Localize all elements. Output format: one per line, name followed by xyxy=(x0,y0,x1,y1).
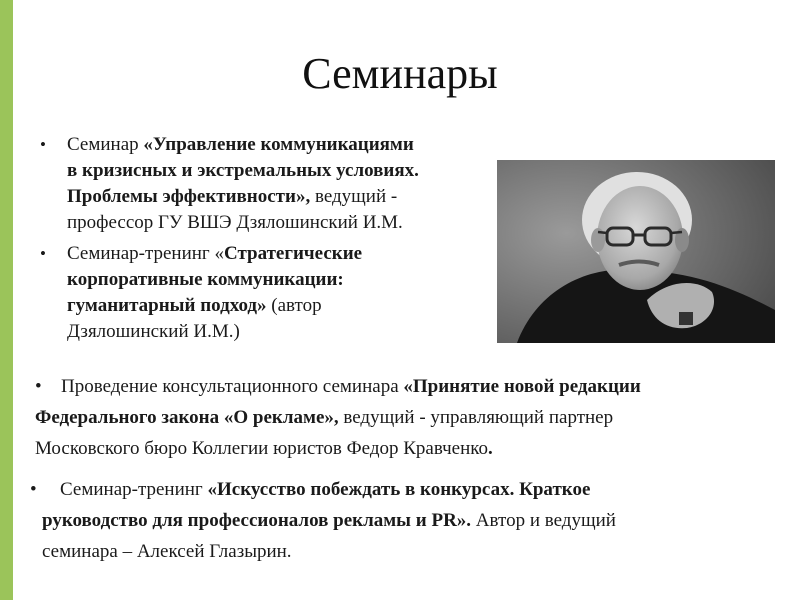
bullet-icon: • xyxy=(40,244,46,263)
seminar-list xyxy=(38,132,484,350)
seminar-3-title: «Принятие новой редакции xyxy=(403,376,641,397)
seminar-3-host: Московского бюро Коллегии юристов Федор Кравченко xyxy=(35,438,489,459)
seminar-item-2 xyxy=(38,241,484,345)
seminar-item-3 xyxy=(35,371,755,464)
seminar-4-author: семинара – Алексей Глазырин. xyxy=(42,541,292,562)
bullet-icon: • xyxy=(30,479,37,500)
seminar-2-title: Стратегические xyxy=(223,243,363,264)
seminar-3-period: . xyxy=(488,438,493,459)
seminar-1-title-cont: в кризисных и экстремальных условиях. xyxy=(67,160,419,181)
seminar-4-title-cont: руководство для профессионалов рекламы и PR». xyxy=(42,510,472,531)
slide-title: Семинары xyxy=(302,49,498,98)
seminar-2-title-end: гуманитарный подход» xyxy=(67,295,267,316)
seminar-1-host: профессор ГУ ВШЭ Дзялошинский И.М. xyxy=(67,212,403,233)
seminar-2-text: Семинар-тренинг « xyxy=(67,243,224,264)
portrait-image xyxy=(497,160,775,343)
bullet-icon: • xyxy=(35,376,42,397)
seminar-3-text: Проведение консультационного семинара xyxy=(61,376,404,397)
seminar-2-author: Дзялошинский И.М.) xyxy=(67,321,240,342)
seminar-4-title: «Искусство побеждать в конкурсах. Краткое xyxy=(207,479,591,500)
seminar-2-title-cont: корпоративные коммуникации: xyxy=(67,269,344,290)
seminar-1-host-label: ведущий - xyxy=(310,186,398,207)
seminar-3-host-label: ведущий - управляющий партнер xyxy=(338,407,614,428)
bullet-icon: • xyxy=(40,135,46,154)
seminar-3-title-cont: Федерального закона «О рекламе», xyxy=(35,407,339,428)
seminar-4-author-label: Автор и ведущий xyxy=(471,510,616,531)
seminar-1-title-end: Проблемы эффективности», xyxy=(67,186,311,207)
seminar-2-author-label: (автор xyxy=(266,295,322,316)
seminar-1-title: «Управление коммуникациями xyxy=(143,134,414,155)
portrait-photo xyxy=(497,160,775,343)
seminar-1-text: Семинар xyxy=(67,134,144,155)
seminar-4-text: Семинар-тренинг xyxy=(60,479,208,500)
seminar-item-1 xyxy=(38,132,484,236)
seminar-item-4 xyxy=(30,474,750,567)
